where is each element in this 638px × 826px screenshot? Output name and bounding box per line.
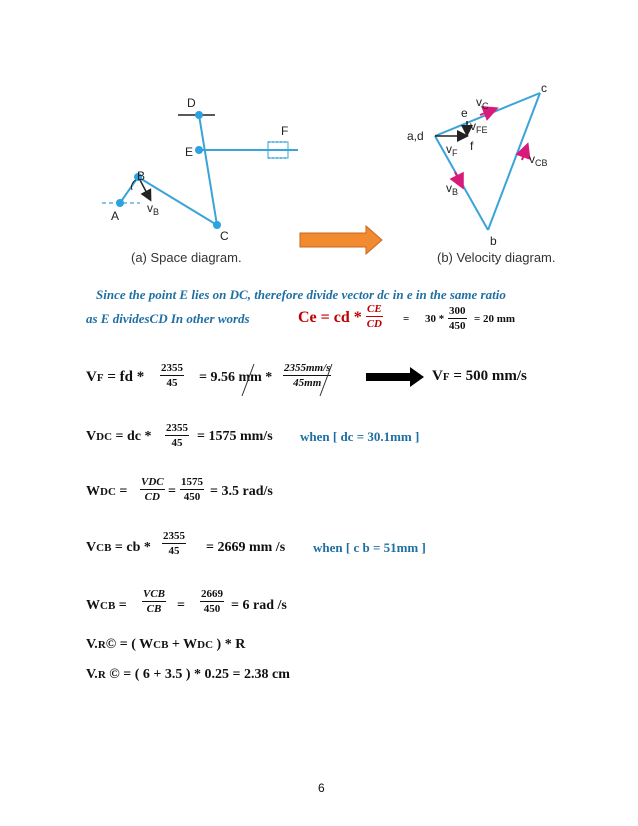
label-vb: $v_B$ (147, 201, 160, 217)
wdc-frac2 (180, 476, 204, 503)
label-b: B (137, 169, 146, 183)
ce-frac1 (366, 303, 383, 330)
label-vf: $v_F$ (446, 142, 458, 158)
cancel-strokes (240, 360, 340, 400)
label-c-vel: c (541, 81, 547, 95)
explanation-line1: Since the point E lies on DC, therefore divide vector dc in e in the same ratio (96, 287, 506, 302)
vdc-frac-den: 45 (171, 437, 183, 449)
caption-velocity: (b) Velocity diagram. (437, 250, 556, 265)
wcb-frac1-den: CB (146, 603, 162, 615)
wcb-eq: = (177, 598, 185, 613)
wdc-result: = 3.5 rad/s (210, 484, 273, 499)
vf-frac2-den: 45mm (293, 377, 322, 389)
vcb-frac-num: 2355 (163, 530, 185, 542)
label-e: E (185, 145, 194, 159)
vcb-lhs: VCB = cb * (86, 540, 151, 555)
wcb-lhs: WCB = (86, 598, 127, 613)
ce-frac2 (448, 305, 467, 332)
label-ad: a,d (407, 129, 424, 143)
vcb-arrow (522, 146, 527, 160)
wdc-frac1-num: VDC (141, 476, 164, 488)
vf-mid: = 9.56 mm * (199, 370, 273, 385)
transition-arrow-icon (300, 226, 382, 254)
wdc-frac1-den: CD (144, 491, 160, 503)
joint-c (213, 221, 221, 229)
vr-line2: V.R © = ( 6 + 3.5 ) * 0.25 = 2.38 cm (86, 667, 290, 682)
label-vcb: $v_{CB}$ (529, 152, 548, 168)
wdc-frac2-den: 450 (183, 491, 201, 503)
vf-frac1 (160, 362, 184, 389)
wdc-lhs: WDC = (86, 484, 128, 499)
vf-lhs: VF = fd * (86, 369, 145, 385)
ce-frac1-den: CD (366, 318, 382, 330)
ce-result: = 20 mm (474, 313, 516, 325)
vf-result: VF = 500 mm/s (432, 368, 527, 384)
page-number: 6 (318, 781, 325, 795)
label-b-vel: b (490, 234, 497, 248)
wcb-frac2-num: 2669 (201, 588, 223, 600)
vdc-note: when [ dc = 30.1mm ] (300, 429, 420, 444)
mechanism-figure (0, 0, 638, 280)
vr-line1: V.R© = ( WCB + WDC ) * R (86, 637, 246, 652)
vdc-frac-num: 2355 (166, 422, 188, 434)
link-dc (199, 115, 217, 225)
ce-lhs: Ce = cd * (298, 309, 362, 326)
vdc-lhs: VDC = dc * (86, 429, 152, 444)
vcb-frac (162, 530, 186, 557)
vf-frac1-num: 2355 (161, 362, 183, 374)
ce-frac2-num: 300 (449, 305, 466, 317)
space-diagram (102, 111, 298, 229)
joint-a (116, 199, 124, 207)
explanation-line2: as E dividesCD In other words (86, 311, 250, 326)
vf-frac2-num: 2355mm/s (284, 362, 331, 374)
caption-space: (a) Space diagram. (131, 250, 242, 265)
wcb-frac2-den: 450 (203, 603, 221, 615)
wcb-result: = 6 rad /s (231, 598, 287, 613)
label-vc: $v_C$ (476, 95, 489, 111)
label-f: F (281, 124, 289, 138)
ce-frac2-den: 450 (449, 320, 466, 332)
label-e-vel: e (461, 106, 468, 120)
velocity-diagram (435, 93, 540, 230)
ce-frac1-num: CE (367, 303, 382, 315)
joint-d (195, 111, 203, 119)
vf-frac1-den: 45 (166, 377, 178, 389)
ce-eq-sign: = (403, 313, 410, 325)
wdc-frac1 (140, 476, 165, 503)
wdc-eq: = (168, 484, 176, 499)
label-vfe: $v_{FE}$ (470, 119, 488, 135)
result-arrow-icon (366, 366, 426, 388)
wcb-frac1-num: VCB (143, 588, 166, 600)
vcb-result: = 2669 mm /s (206, 540, 286, 555)
label-d: D (187, 96, 196, 110)
label-vb-vel: $v_B$ (446, 181, 459, 197)
wcb-frac2 (200, 588, 224, 615)
joint-e (195, 146, 203, 154)
ce-mult: 30 * (425, 313, 445, 325)
label-a: A (111, 209, 120, 223)
vb-vel-arrow (455, 172, 462, 186)
vdc-result: = 1575 mm/s (197, 429, 273, 444)
wdc-frac2-num: 1575 (181, 476, 203, 488)
label-f-vel: f (470, 139, 474, 153)
vcb-note: when [ c b = 51mm ] (313, 540, 426, 555)
label-c: C (220, 229, 229, 243)
wcb-frac1 (142, 588, 166, 615)
vcb-frac-den: 45 (168, 545, 180, 557)
vdc-frac (165, 422, 189, 449)
